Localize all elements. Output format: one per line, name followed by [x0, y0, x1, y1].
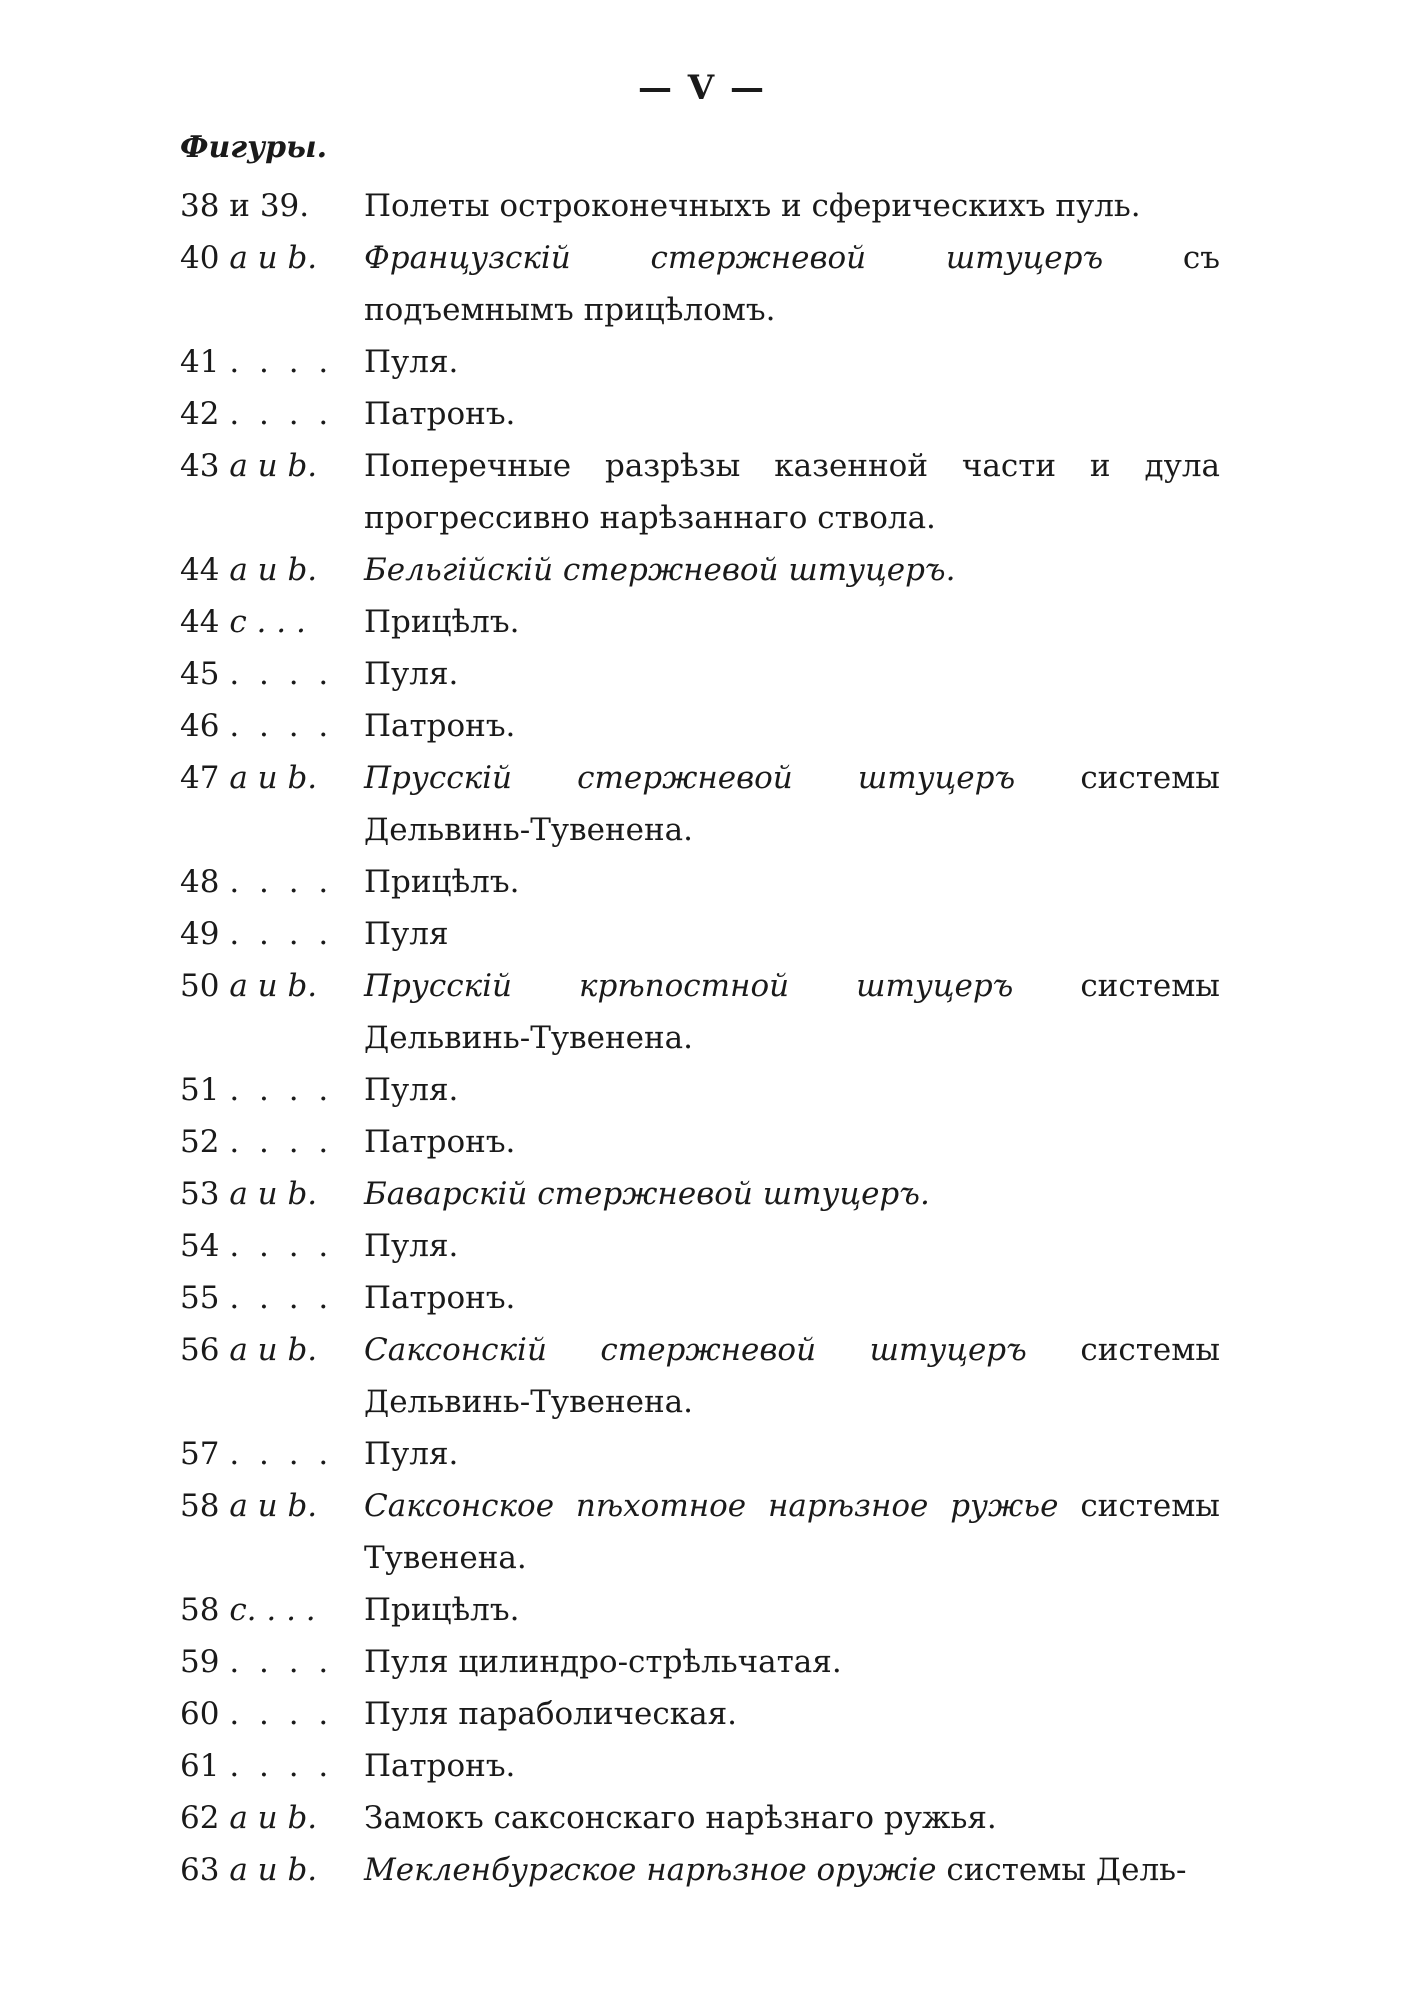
figure-number-value: 63 [180, 1852, 220, 1888]
figure-entry [180, 752, 1220, 856]
figure-number [180, 1220, 364, 1272]
figure-number-value: 59 [180, 1644, 220, 1680]
figure-number-suffix: c . . . [229, 604, 306, 640]
figure-title-plain: Пуля. [364, 1436, 459, 1472]
figure-number-value: 38 и 39. [180, 188, 310, 224]
figure-number-value: 41 [180, 344, 220, 380]
figure-number-suffix: . . . . [229, 1124, 334, 1160]
figure-number [180, 752, 364, 804]
figure-number-value: 57 [180, 1436, 220, 1472]
figure-number-suffix: . . . . [229, 1228, 334, 1264]
figure-number-suffix: a и b. [229, 760, 318, 796]
figure-number [180, 960, 364, 1012]
figure-title-italic: Прусскій крѣпостной штуцеръ [364, 968, 1014, 1004]
figure-number [180, 1116, 364, 1168]
figure-number-value: 46 [180, 708, 220, 744]
figure-number-value: 58 [180, 1488, 220, 1524]
figure-number [180, 1168, 364, 1220]
figure-entry [180, 336, 1220, 388]
figure-title-plain: Пуля параболическая. [364, 1696, 737, 1732]
figure-entry [180, 1480, 1220, 1584]
figure-entry [180, 1116, 1220, 1168]
figure-description [364, 856, 1220, 908]
figure-description [364, 1636, 1220, 1688]
figure-number [180, 388, 364, 440]
figure-description [364, 544, 1220, 596]
figure-number [180, 180, 364, 232]
figure-title-plain: системы Тувенена. [364, 1488, 1220, 1576]
figure-number-suffix: . . . . [229, 344, 334, 380]
figure-number [180, 440, 364, 492]
figure-description [364, 960, 1220, 1064]
figure-number [180, 596, 364, 648]
figure-title-plain: Замокъ саксонскаго нарѣзнаго ружья. [364, 1800, 997, 1836]
figure-number-value: 47 [180, 760, 220, 796]
figure-number-suffix: . . . . [229, 864, 334, 900]
figure-number-suffix: a и b. [229, 1852, 318, 1888]
figure-number-suffix: . . . . [229, 396, 334, 432]
figure-number-suffix: a и b. [229, 1332, 318, 1368]
figure-number-suffix: a и b. [229, 552, 318, 588]
figure-number [180, 1740, 364, 1792]
figure-title-plain: системы Дель- [936, 1852, 1187, 1888]
figure-entry [180, 1688, 1220, 1740]
figure-number [180, 1584, 364, 1636]
figure-description [364, 1480, 1220, 1584]
figure-number-value: 51 [180, 1072, 220, 1108]
figure-title-plain: Поперечные разрѣзы казенной части и дула прогрессивно нарѣзаннаго ствола. [364, 448, 1220, 536]
figure-entry [180, 1740, 1220, 1792]
figure-title-plain: Патронъ. [364, 708, 516, 744]
figure-description [364, 440, 1220, 544]
figure-number-suffix: c. . . . [229, 1592, 316, 1628]
figure-number-suffix: . . . . [229, 1072, 334, 1108]
figure-entry [180, 1584, 1220, 1636]
figure-entry [180, 1272, 1220, 1324]
figure-entry [180, 908, 1220, 960]
figure-description [364, 908, 1220, 960]
figure-description [364, 1792, 1220, 1844]
figure-description [364, 336, 1220, 388]
figure-description [364, 1688, 1220, 1740]
figure-number [180, 1636, 364, 1688]
figure-number-value: 54 [180, 1228, 220, 1264]
figure-number [180, 1844, 364, 1896]
figure-title-italic: Саксонское пѣхотное нарѣзное ружье [364, 1488, 1059, 1524]
figure-entry [180, 180, 1220, 232]
figure-number-value: 40 [180, 240, 220, 276]
figure-entry [180, 544, 1220, 596]
figure-number-suffix: a и b. [229, 1800, 318, 1836]
figure-number [180, 700, 364, 752]
figure-number-suffix: . . . . [229, 916, 334, 952]
figure-entry [180, 648, 1220, 700]
figure-number-suffix: . . . . [229, 1436, 334, 1472]
figure-description [364, 1740, 1220, 1792]
figure-entry [180, 1636, 1220, 1688]
figure-number [180, 856, 364, 908]
figure-number-suffix: a и b. [229, 968, 318, 1004]
figure-entry [180, 388, 1220, 440]
figure-number [180, 336, 364, 388]
figure-number [180, 1324, 364, 1376]
figure-title-plain: Прицѣлъ. [364, 604, 520, 640]
figure-description [364, 1428, 1220, 1480]
figure-description [364, 1324, 1220, 1428]
figure-number-suffix: . . . . [229, 656, 334, 692]
figure-description [364, 648, 1220, 700]
figure-title-plain: Прицѣлъ. [364, 864, 520, 900]
figure-number [180, 1480, 364, 1532]
figure-number-value: 44 [180, 604, 220, 640]
figure-number-suffix: . . . . [229, 708, 334, 744]
figure-number-value: 45 [180, 656, 220, 692]
figure-title-italic: Баварскій стержневой штуцеръ. [364, 1176, 930, 1212]
figure-number-value: 60 [180, 1696, 220, 1732]
figure-description [364, 752, 1220, 856]
figure-title-plain: Пуля. [364, 1228, 459, 1264]
figure-title-plain: Полеты остроконечныхъ и сферическихъ пуль. [364, 188, 1141, 224]
figure-number-value: 53 [180, 1176, 220, 1212]
figure-title-plain: Пуля цилиндро-стрѣльчатая. [364, 1644, 842, 1680]
figure-title-plain: Пуля [364, 916, 449, 952]
figure-entry [180, 700, 1220, 752]
figure-description [364, 388, 1220, 440]
figure-description [364, 180, 1220, 232]
figure-entry [180, 1844, 1220, 1896]
figure-number [180, 1792, 364, 1844]
figure-title-plain: Пуля. [364, 656, 459, 692]
figure-number [180, 1064, 364, 1116]
figure-title-italic: Мекленбургское нарѣзное оружіе [364, 1852, 937, 1888]
figure-description [364, 1116, 1220, 1168]
figure-number-value: 62 [180, 1800, 220, 1836]
figure-entry [180, 232, 1220, 336]
figure-number-suffix: . . . . [229, 1748, 334, 1784]
figure-number-value: 61 [180, 1748, 220, 1784]
figure-number-value: 56 [180, 1332, 220, 1368]
page-header: — V — [637, 68, 767, 108]
figure-entry [180, 960, 1220, 1064]
figure-title-italic: Саксонскій стержневой штуцеръ [364, 1332, 1027, 1368]
figure-description [364, 232, 1220, 336]
figure-number-value: 43 [180, 448, 220, 484]
figure-description [364, 1584, 1220, 1636]
figure-number-value: 42 [180, 396, 220, 432]
figure-entry [180, 1324, 1220, 1428]
figure-number [180, 908, 364, 960]
figure-number-value: 48 [180, 864, 220, 900]
figure-number-value: 55 [180, 1280, 220, 1316]
figure-number-value: 44 [180, 552, 220, 588]
figure-number-suffix: a и b. [229, 240, 318, 276]
figure-description [364, 596, 1220, 648]
figure-title-plain: Пуля. [364, 344, 459, 380]
figure-number-value: 58 [180, 1592, 220, 1628]
figure-number [180, 1688, 364, 1740]
figure-title-italic: Французскій стержневой штуцеръ [364, 240, 1104, 276]
figure-number [180, 1428, 364, 1480]
figure-title-italic: Бельгійскій стержневой штуцеръ. [364, 552, 956, 588]
figure-number-suffix: . . . . [229, 1280, 334, 1316]
figure-entry [180, 1428, 1220, 1480]
figure-number [180, 544, 364, 596]
figure-entry [180, 1220, 1220, 1272]
figure-description [364, 1220, 1220, 1272]
section-label: Фигуры. [180, 130, 328, 165]
figure-title-plain: Прицѣлъ. [364, 1592, 520, 1628]
figure-number-suffix: a и b. [229, 1488, 318, 1524]
figure-entry [180, 1168, 1220, 1220]
figure-number [180, 232, 364, 284]
figure-title-plain: системы Дельвинь-Тувенена. [364, 760, 1220, 848]
figure-entry [180, 1792, 1220, 1844]
figure-number-suffix: a и b. [229, 1176, 318, 1212]
figure-number-value: 52 [180, 1124, 220, 1160]
figure-title-plain: съ подъемнымъ прицѣломъ. [364, 240, 1220, 328]
figure-title-plain: Патронъ. [364, 396, 516, 432]
figure-number [180, 648, 364, 700]
figure-number-value: 49 [180, 916, 220, 952]
figure-number-value: 50 [180, 968, 220, 1004]
figure-entry [180, 440, 1220, 544]
figure-number-suffix: . . . . [229, 1644, 334, 1680]
figure-title-plain: системы Дельвинь-Тувенена. [364, 968, 1220, 1056]
figure-number [180, 1272, 364, 1324]
figure-title-plain: Патронъ. [364, 1748, 516, 1784]
figure-description [364, 1844, 1220, 1896]
figure-description [364, 1168, 1220, 1220]
figure-description [364, 700, 1220, 752]
figure-title-italic: Прусскій стержневой штуцеръ [364, 760, 1016, 796]
figure-title-plain: системы Дельвинь-Тувенена. [364, 1332, 1220, 1420]
figure-entry [180, 596, 1220, 648]
figure-description [364, 1272, 1220, 1324]
figure-title-plain: Пуля. [364, 1072, 459, 1108]
figure-description [364, 1064, 1220, 1116]
figure-list [180, 180, 1220, 1896]
figure-title-plain: Патронъ. [364, 1280, 516, 1316]
figure-number-suffix: . . . . [229, 1696, 334, 1732]
figure-entry [180, 1064, 1220, 1116]
figure-title-plain: Патронъ. [364, 1124, 516, 1160]
figure-entry [180, 856, 1220, 908]
figure-number-suffix: a и b. [229, 448, 318, 484]
